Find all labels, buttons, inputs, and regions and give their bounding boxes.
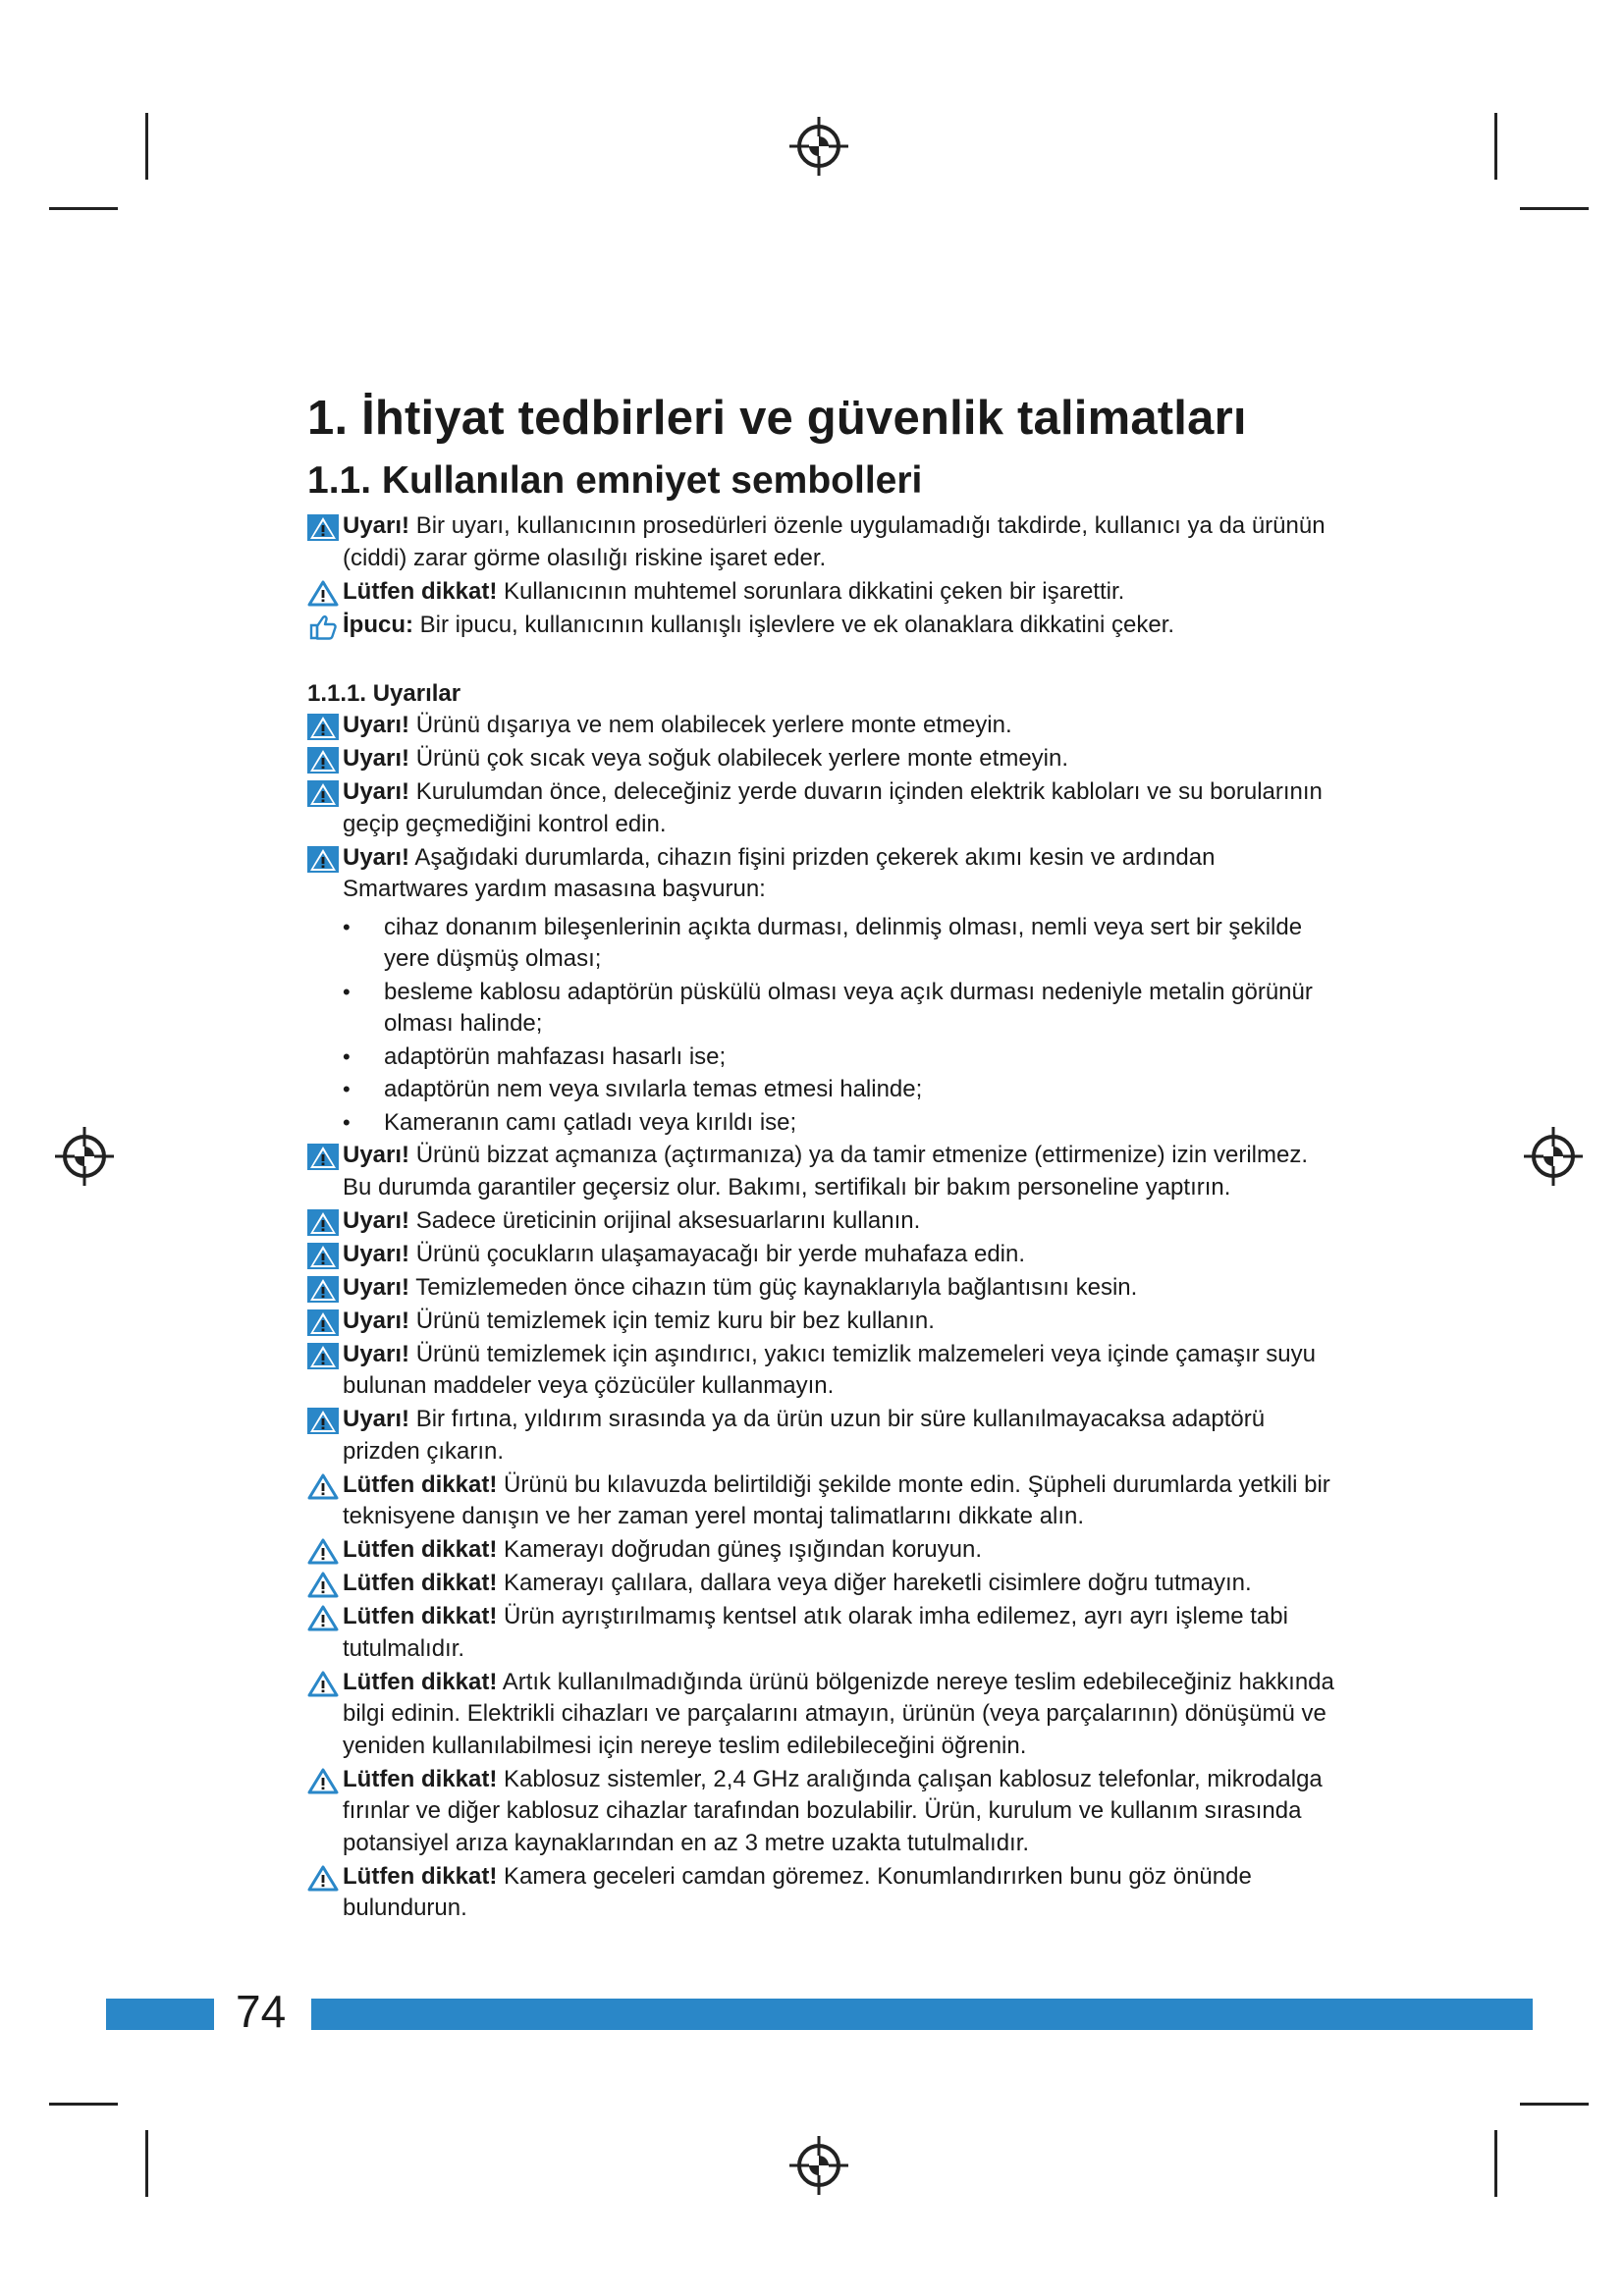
warning-icon <box>307 846 339 873</box>
notice-item <box>307 842 1338 906</box>
notice-text: Kamerayı çalılara, dallara veya diğer hareketli cisimlere doğru tutmayın. <box>497 1570 1252 1596</box>
notice-label: Lütfen dikkat! <box>343 1603 498 1629</box>
warning-icon <box>307 1209 339 1236</box>
notice-text: Kablosuz sistemler, 2,4 GHz aralığında çalışan kablosuz telefonlar, mikrodalga fırınlar ve diğer kablosuz cihazlar tarafından bozulabilir. Ürün, kurulum ve kullanım sırasında potansiyel arıza kaynaklarından en az 3 metre uzakta tutulmalıdır. <box>343 1765 1323 1856</box>
notice-label: Lütfen dikkat! <box>343 1862 498 1890</box>
registration-mark-icon <box>787 2134 850 2197</box>
notice-label: Uyarı! <box>343 778 410 805</box>
notice-text: Ürünü temizlemek için aşındırıcı, yakıcı temizlik malzemeleri veya içinde çamaşır suyu bulunan maddeler veya çözücüler kullanmayın. <box>343 1340 1316 1399</box>
notice-label: Lütfen dikkat! <box>343 1668 498 1695</box>
thumbs-up-icon <box>307 614 339 640</box>
list-item: • besleme kablosu adaptörün püskülü olması veya açık durması nedeniyle metalin görünür olması halinde; <box>343 977 1338 1041</box>
warning-icon <box>307 514 339 541</box>
crop-mark <box>145 2130 148 2197</box>
crop-mark <box>49 207 118 210</box>
notice-text: Bir fırtına, yıldırım sırasında ya da ürün uzun bir süre kullanılmayacaksa adaptörü prizden çıkarın. <box>343 1406 1266 1465</box>
notice-label: Uyarı! <box>343 1406 410 1432</box>
warning-icon <box>307 1343 339 1369</box>
notice-item <box>307 776 1338 840</box>
notice-text: Ürünü çok sıcak veya soğuk olabilecek yerlere monte etmeyin. <box>409 745 1069 772</box>
crop-mark <box>145 113 148 180</box>
notice-label: Lütfen dikkat! <box>343 1536 498 1563</box>
notice-label: İpucu: <box>343 611 413 638</box>
notice-text: Kurulumdan önce, deleceğiniz yerde duvarın içinden elektrik kabloları ve su borularının geçip geçmediğini kontrol edin. <box>343 778 1323 837</box>
notice-label: Uyarı! <box>343 1240 410 1267</box>
notice-text: Ürünü dışarıya ve nem olabilecek yerlere monte etmeyin. <box>409 712 1012 738</box>
caution-icon <box>307 1572 339 1598</box>
warning-icon <box>307 780 339 807</box>
notice-item <box>307 710 1338 742</box>
footer-bar <box>106 1999 214 2030</box>
notice-text: Bir ipucu, kullanıcının kullanışlı işlevlere ve ek olanaklara dikkatini çeker. <box>413 611 1175 638</box>
notice-label: Uyarı! <box>343 712 410 738</box>
notice-label: Lütfen dikkat! <box>343 1765 498 1792</box>
list-item: • cihaz donanım bileşenlerinin açıkta durması, delinmiş olması, nemli veya sert bir şekilde yere düşmüş olması; <box>343 912 1338 976</box>
warning-icon <box>307 1309 339 1336</box>
warnings-list <box>307 1140 1338 1925</box>
list-item: • adaptörün mahfazası hasarlı ise; <box>343 1041 1338 1074</box>
notice-item <box>307 1205 1338 1238</box>
warnings-list <box>307 710 1338 906</box>
notice-text: Ürünü bu kılavuzda belirtildiği şekilde monte edin. Şüpheli durumlarda yetkili bir teknisyene danışın ve her zaman yerel montaj talimatlarını dikkate alın. <box>343 1470 1330 1529</box>
caution-icon <box>307 1538 339 1565</box>
notice-item <box>307 1534 1338 1567</box>
registration-mark-icon <box>1522 1125 1585 1188</box>
notice-text: Artık kullanılmadığında ürünü bölgenizde nereye teslim edebileceğiniz hakkında bilgi edinin. Elektrikli cihazları ve parçalarını atmayın, ürünün (veya parçalarının) dönüşümü ve yeniden kullanılabilmesi için nereye teslim edilebileceğini öğrenin. <box>343 1668 1334 1759</box>
notice-text: Ürünü çocukların ulaşamayacağı bir yerde muhafaza edin. <box>409 1240 1026 1267</box>
list-item: • Kameranın camı çatladı veya kırıldı ise; <box>343 1107 1338 1140</box>
crop-mark <box>1520 2103 1589 2106</box>
notice-item <box>307 1764 1338 1860</box>
notice-label: Uyarı! <box>343 1307 410 1334</box>
subsection-title: 1.1.1. Uyarılar <box>307 680 461 707</box>
notice-text: Kullanıcının muhtemel sorunlara dikkatini çeken bir işarettir. <box>497 577 1125 605</box>
notice-text: Ürünü temizlemek için temiz kuru bir bez kullanın. <box>409 1307 935 1334</box>
footer-bar <box>311 1999 1533 2030</box>
notice-item <box>307 1568 1338 1600</box>
warning-icon <box>307 1243 339 1269</box>
notice-label: Uyarı! <box>343 843 410 871</box>
notice-item <box>307 1404 1338 1468</box>
notice-text: Ürün ayrıştırılmamış kentsel atık olarak imha edilemez, ayrı ayrı işleme tabi tutulmalıdır. <box>343 1603 1288 1662</box>
notice-item <box>307 1861 1338 1925</box>
caution-icon <box>307 1605 339 1631</box>
crop-mark <box>1494 2130 1497 2197</box>
page-number: 74 <box>236 1986 287 2037</box>
notice-label: Lütfen dikkat! <box>343 577 498 605</box>
caution-icon <box>307 1473 339 1500</box>
notice-label: Uyarı! <box>343 1142 410 1168</box>
notice-item <box>307 610 1338 642</box>
warning-icon <box>307 1144 339 1170</box>
registration-mark-icon <box>53 1125 116 1188</box>
warning-icon <box>307 1408 339 1434</box>
caution-icon <box>307 1671 339 1697</box>
caution-icon <box>307 1768 339 1794</box>
notice-item <box>307 510 1338 574</box>
conditions-list <box>343 912 1338 1140</box>
list-item: • adaptörün nem veya sıvılarla temas etmesi halinde; <box>343 1074 1338 1106</box>
notice-item <box>307 1239 1338 1271</box>
document-body <box>307 391 1338 1926</box>
notice-text: Ürünü bizzat açmanıza (açtırmanıza) ya da tamir etmenize (ettirmenize) izin verilmez. Bu durumda garantiler geçersiz olur. Bakımı, sertifikalı bir bakım personeline yaptırın. <box>343 1142 1308 1201</box>
page-title: 1. İhtiyat tedbirleri ve güvenlik talimatları <box>307 392 1247 445</box>
notice-item <box>307 1601 1338 1665</box>
notice-label: Lütfen dikkat! <box>343 1470 498 1498</box>
notice-text: Aşağıdaki durumlarda, cihazın fişini prizden çekerek akımı kesin ve ardından Smartwares yardım masasına başvurun: <box>343 843 1216 902</box>
section-title: 1.1. Kullanılan emniyet sembolleri <box>307 459 923 502</box>
notice-item <box>307 1667 1338 1763</box>
caution-icon <box>307 1865 339 1892</box>
registration-mark-icon <box>787 115 850 178</box>
notice-text: Kamera geceleri camdan göremez. Konumlandırırken bunu göz önünde bulundurun. <box>343 1862 1252 1921</box>
notice-item <box>307 1306 1338 1338</box>
warning-icon <box>307 714 339 740</box>
notice-text: Temizlemeden önce cihazın tüm güç kaynaklarıyla bağlantısını kesin. <box>409 1273 1138 1301</box>
notice-label: Uyarı! <box>343 745 410 772</box>
notice-label: Lütfen dikkat! <box>343 1570 498 1596</box>
warning-icon <box>307 747 339 774</box>
notice-text: Kamerayı doğrudan güneş ışığından koruyun. <box>497 1536 982 1563</box>
notice-text: Sadece üreticinin orijinal aksesuarlarını kullanın. <box>409 1206 921 1234</box>
notice-item <box>307 1339 1338 1403</box>
notice-label: Uyarı! <box>343 512 410 539</box>
notice-item <box>307 1272 1338 1305</box>
notice-label: Uyarı! <box>343 1340 410 1367</box>
warning-icon <box>307 1276 339 1303</box>
crop-mark <box>49 2103 118 2106</box>
notice-item <box>307 1140 1338 1203</box>
notice-text: Bir uyarı, kullanıcının prosedürleri özenle uygulamadığı takdirde, kullanıcı ya da ürünün (ciddi) zarar görme olasılığı riskine işaret eder. <box>343 512 1326 571</box>
crop-mark <box>1494 113 1497 180</box>
notice-label: Uyarı! <box>343 1206 410 1234</box>
symbols-list <box>307 510 1338 641</box>
caution-icon <box>307 580 339 607</box>
notice-item <box>307 743 1338 775</box>
notice-label: Uyarı! <box>343 1273 410 1301</box>
notice-item <box>307 1469 1338 1533</box>
notice-item <box>307 576 1338 609</box>
crop-mark <box>1520 207 1589 210</box>
